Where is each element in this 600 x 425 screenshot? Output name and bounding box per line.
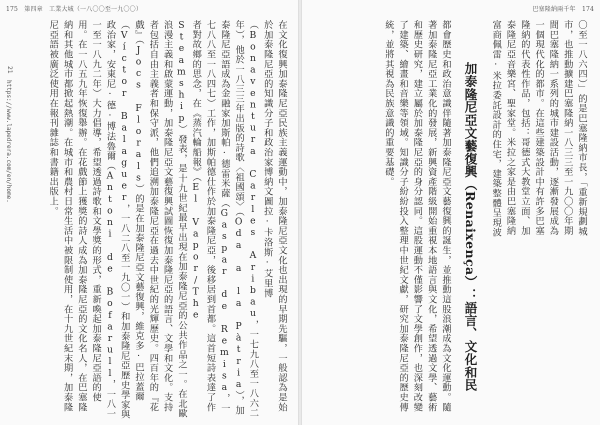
- right-intro-paragraph: 〇至一八六四）」的是巴塞隆納市長，「重新規劃城市，也推動擴建巴塞隆納一八三三至一九〇〇年期間巴塞隆納一系列的城市建設活動，逐漸發展成為一個現代化的都市。在這些建築設計中有許多巴塞隆納的代表性作品，包括：哥德式大教堂立面、加泰隆尼亞音樂宮、聖家堂。米拉之家是由巴塞隆納富商佩雷·米拉委託設計的住宅，建築整體呈現波: [490, 20, 587, 238]
- right-page: [302, 0, 600, 425]
- left-body-paragraph: 在文化復興加泰隆尼亞民族主義運動中，加泰隆尼亞文化也出現的早期先驅，一般認為是始於加泰隆尼亞的知識分子和政治家博納文圖拉·卡洛斯·艾里博（Bonaventura Carles Aribau，一七九八至一八六二年），他於一八三三年出版的詩歌〈祖國頌〉（Oda a la Pàtria），加泰隆尼亞語成為金融家加斯帕·德雷米薩（Gaspar de Remisa，一七八八至一八四七）工作，加斯帕德仕作於加泰隆尼亞，後移居到首都。這首短詩表達了作者對故鄉的思念，在《蒸汽輪船報》（El Vapor/The Steamship）發表，是十九世紀最早出現在加泰隆尼亞的公共作品之一。在北歐浪漫主義和啟蒙運動，加泰隆尼亞文藝復興試圖恢復加泰隆尼亞的語言、文學和文化。支持者包括自由主義者和保守派，他們追溯加泰隆尼亞在過去中世紀的光輝歷史。四百年的『花戲』（Jocs Florals）的是在加泰隆尼亞文藝復興，維克多·巴拉蓋爾（Víctor Balaguer，一八二八至一九〇一）和加泰隆尼亞歷史學家與政治家，安東尼·德·博法魯爾（Antoni de Bofarull，一八一一至一八九二年）大力倡導，希望透過詩歌和文學獎的形式，重新喚起加泰隆尼亞語的使用。在一八五九年恢復舉辦。在花戲節上獲獎的詩人成為加泰隆尼亞的文化名人，在巴塞隆納和其他城市都掀起熱潮。在城市和農村日常生活中被限制使用，在十九世紀末期，加泰隆尼亞語被廣泛使用在報刊雜誌和書籍出版上。: [47, 20, 287, 420]
- right-page-body-text: [307, 20, 452, 420]
- footnote-number: 21: [6, 66, 13, 74]
- right-page-intro-text: [488, 20, 588, 240]
- left-page-header: 175 第四章 工業大城（一八〇〇至一九〇〇）: [6, 6, 143, 13]
- right-body-paragraph: 都會歷史和政治意識伴隨著加泰隆尼亞文藝復興的誕生，並推動這股浪潮成為文化運動。隨著加泰隆尼亞工業化的發展，新興資產階級開始重視本地語言與文化，希望透過文學、藝術和歷史研究，建立屬於加泰隆尼亞的身分認同。這股運動不僅影響了文學創作，也深刻改變了建築、繪畫和音樂等領域。知識分子紛紛投入整理中世紀文獻，研究加泰隆尼亞的歷史傳統，並將其視為民族意識的重要基礎。: [382, 20, 451, 412]
- section-heading: 加泰隆尼亞文藝復興（Renaixença）：語言、文化和民: [463, 62, 478, 392]
- footnote-url: https://www.lapedrera.com/en/home.: [5, 80, 12, 203]
- right-page-header: 巴塞隆納兩千年 174: [532, 6, 594, 13]
- left-page: [0, 0, 298, 425]
- left-page-body-text: [26, 20, 288, 420]
